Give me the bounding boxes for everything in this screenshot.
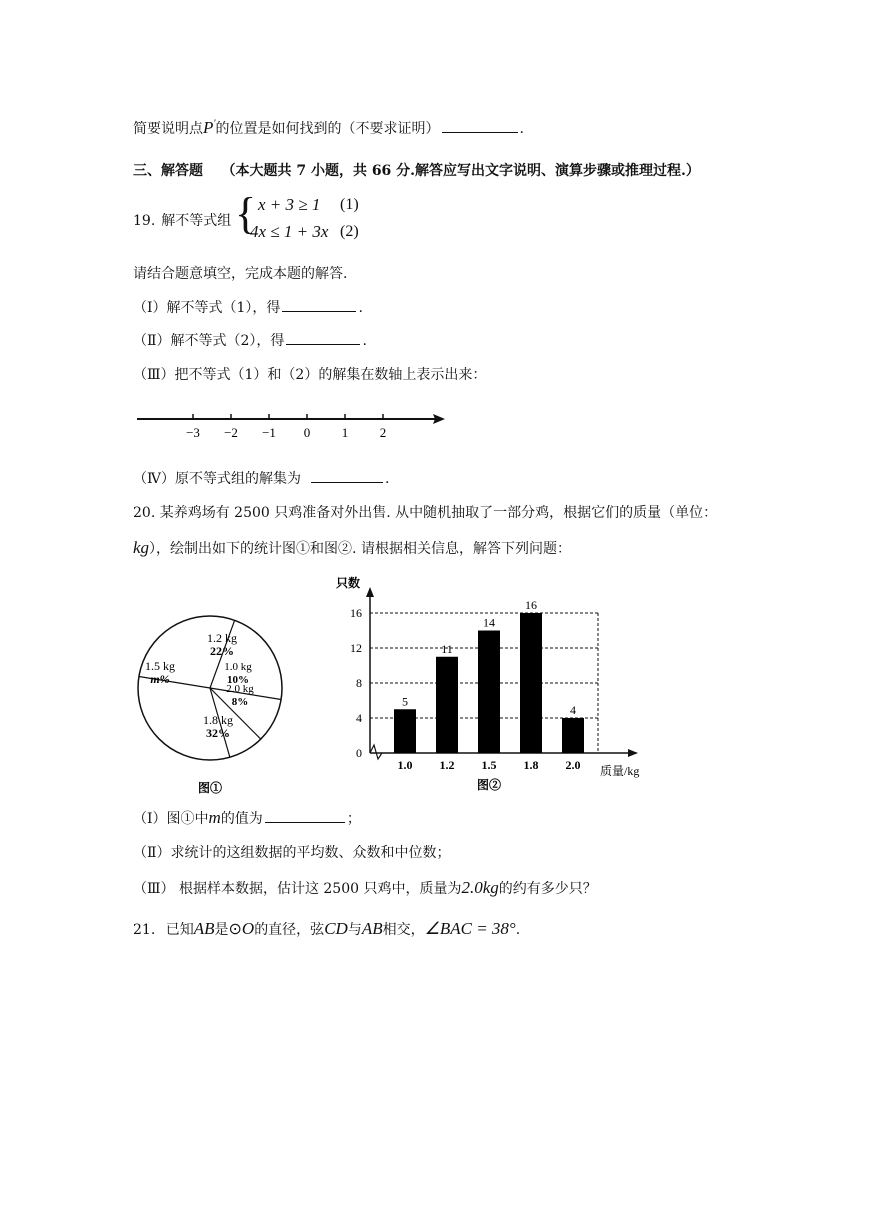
q19-part2: （Ⅱ）解不等式（2），得 . — [133, 333, 367, 349]
q19-part4: （Ⅳ）原不等式组的解集为 . — [133, 471, 390, 487]
pie-slice-percent: m% — [150, 672, 170, 686]
q20-line1: 20. 某养鸡场有 2500 只鸡准备对外出售. 从中随机抽取了一部分鸡，根据它们的质量（单位： — [133, 505, 718, 521]
x-tick-label: 1.0 — [397, 758, 413, 772]
bar-chart — [330, 573, 660, 798]
x-axis-label: 质量/kg — [600, 764, 640, 778]
q21: 21. 已知AB是⊙O的直径，弦CD与AB相交，∠BAC = 38°. — [133, 919, 521, 938]
q19-number: 19. 解不等式组 — [133, 213, 232, 229]
y-tick-label: 4 — [356, 711, 362, 725]
q20-line2: kg），绘制出如下的统计图①和图②. 请根据相关信息，解答下列问题： — [133, 538, 571, 557]
pie-slice-label: 1.5 kg — [145, 659, 175, 673]
section-3-title: 三、解答题 （本大题共 7 小题，共 66 分.解答应写出文字说明、演算步骤或推理过程.） — [133, 163, 700, 179]
bar — [436, 657, 458, 753]
bar — [520, 613, 542, 753]
bar-value-label: 14 — [483, 615, 495, 630]
q20-part2: （Ⅱ）求统计的这组数据的平均数、众数和中位数； — [133, 845, 451, 861]
inequality-2: 4x ≤ 1 + 3x — [250, 222, 329, 241]
number-line-label: 2 — [379, 425, 387, 440]
pie-chart — [130, 606, 290, 796]
pie-slice-percent: 8% — [231, 696, 249, 708]
bar — [394, 709, 416, 753]
bar-value-label: 5 — [402, 694, 408, 709]
pie-slice-label: 1.8 kg — [203, 713, 233, 727]
q19-instruction: 请结合题意填空，完成本题的解答. — [133, 266, 348, 282]
x-axis-arrow-icon — [628, 749, 638, 757]
y-tick-label: 12 — [350, 641, 362, 655]
question-18-tail: 简要说明点P'的位置是如何找到的（不要求证明） . — [133, 118, 524, 137]
x-tick-label: 1.8 — [523, 758, 539, 772]
number-line-label: −1 — [262, 425, 276, 440]
bar — [478, 631, 500, 754]
y-tick-label: 0 — [356, 746, 362, 760]
q20-part3: （Ⅲ） 根据样本数据，估计这 2500 只鸡中，质量为2.0kg的约有多少只？ — [133, 878, 597, 897]
bar-value-label: 4 — [570, 703, 576, 717]
pie-slice-label: 1.2 kg — [207, 631, 237, 645]
inequality-1-tag: (1) — [340, 196, 359, 213]
x-tick-label: 1.5 — [481, 758, 497, 772]
bar — [562, 718, 584, 753]
y-tick-label: 8 — [356, 676, 362, 690]
text: 简要说明点 — [133, 121, 203, 137]
y-tick-label: 16 — [350, 606, 362, 620]
pie-slice-percent: 10% — [227, 674, 249, 686]
x-tick-label: 1.2 — [439, 758, 455, 772]
pie-slice-percent: 32% — [206, 726, 230, 740]
answer-blank[interactable] — [286, 331, 360, 345]
number-line-label: 0 — [303, 425, 311, 440]
pie-caption: 图① — [197, 781, 223, 795]
number-line-label: −3 — [186, 425, 200, 440]
q20-part1: （Ⅰ）图①中m的值为 ； — [133, 808, 361, 827]
y-axis-arrow-icon — [366, 587, 374, 597]
pie-slice-percent: 22% — [210, 644, 234, 658]
inequality-2-tag: (2) — [340, 223, 359, 240]
text: 的位置是如何找到的（不要求证明） — [215, 121, 440, 137]
bar-value-label: 11 — [441, 641, 453, 656]
bar-value-label: 16 — [525, 598, 537, 612]
answer-blank[interactable] — [311, 469, 383, 483]
y-axis-label: 只数 — [336, 576, 361, 590]
number-line — [133, 405, 453, 445]
inequality-1: x + 3 ≥ 1 — [258, 195, 321, 214]
answer-blank[interactable] — [265, 809, 345, 823]
q19-part1: （Ⅰ）解不等式（1），得 . — [133, 300, 363, 316]
brace-symbol: { — [235, 189, 257, 238]
q19-part3: （Ⅲ）把不等式（1）和（2）的解集在数轴上表示出来： — [133, 367, 487, 383]
bar-caption: 图② — [476, 778, 502, 792]
answer-blank[interactable] — [442, 119, 518, 133]
pie-slice-label: 1.0 kg — [224, 661, 252, 673]
number-line-label: 1 — [341, 425, 349, 440]
axis-break-icon — [370, 745, 382, 759]
number-line-label: −2 — [224, 425, 238, 440]
pie-slice-label: 2.0 kg — [226, 683, 254, 695]
answer-blank[interactable] — [282, 298, 356, 312]
x-tick-label: 2.0 — [565, 758, 581, 772]
point-p: P' — [203, 118, 216, 137]
